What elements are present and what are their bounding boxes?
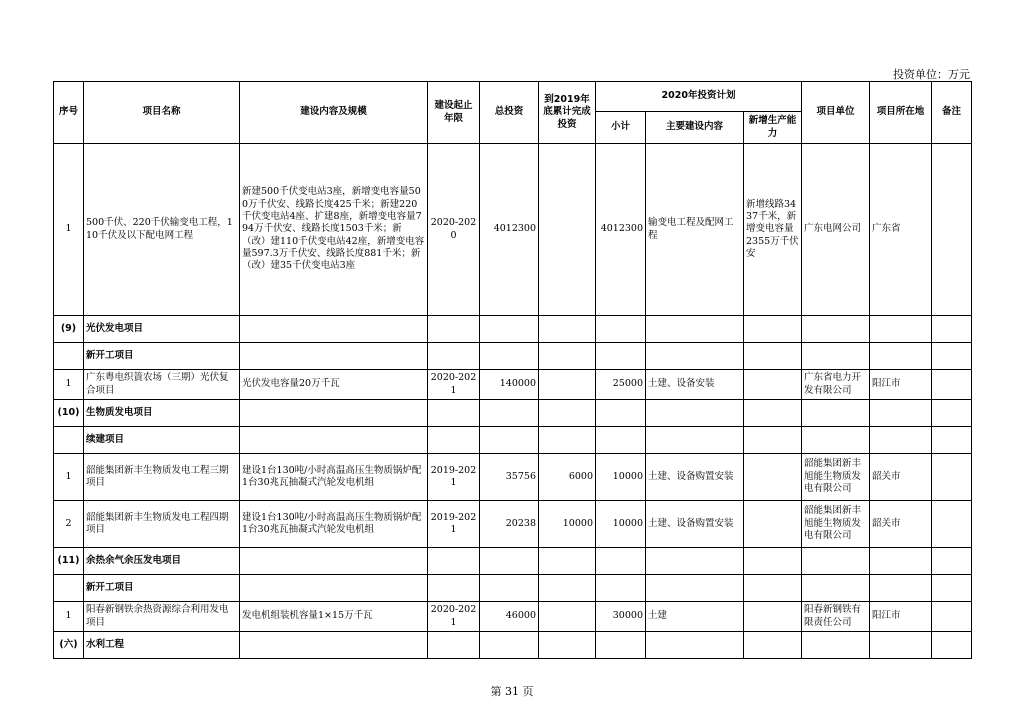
project-name-cell: 广东粤电织篢农场（三期）光伏复合项目 <box>84 370 240 400</box>
total-investment-cell: 20238 <box>480 501 539 548</box>
empty-cell <box>539 427 596 454</box>
location-cell: 韶关市 <box>870 454 932 501</box>
location-cell: 广东省 <box>870 144 932 316</box>
empty-cell <box>428 343 480 370</box>
empty-cell <box>480 548 539 575</box>
empty-cell <box>802 400 870 427</box>
location-cell: 阳江市 <box>870 602 932 632</box>
unit-label: 投资单位：万元 <box>893 68 970 81</box>
empty-cell <box>480 400 539 427</box>
seq-cell <box>54 343 84 370</box>
empty-cell <box>744 343 802 370</box>
location-cell: 韶关市 <box>870 501 932 548</box>
total-investment-cell: 140000 <box>480 370 539 400</box>
table-row <box>54 602 972 632</box>
total-investment-cell: 46000 <box>480 602 539 632</box>
subsection-row <box>54 427 972 454</box>
table-body <box>54 144 972 659</box>
empty-cell <box>596 575 646 602</box>
content-cell: 建设1台130吨/小时高温高压生物质锅炉配1台30兆瓦抽凝式汽轮发电机组 <box>240 454 428 501</box>
empty-cell <box>646 427 744 454</box>
period-cell: 2019-2021 <box>428 454 480 501</box>
empty-cell <box>744 575 802 602</box>
empty-cell <box>802 316 870 343</box>
new-capacity-cell <box>744 501 802 548</box>
empty-cell <box>240 575 428 602</box>
empty-cell <box>646 316 744 343</box>
empty-cell <box>802 548 870 575</box>
empty-cell <box>744 632 802 659</box>
empty-cell <box>240 632 428 659</box>
header-seq: 序号 <box>54 82 84 144</box>
empty-cell <box>802 575 870 602</box>
subsection-title: 新开工项目 <box>84 343 240 370</box>
new-capacity-cell: 新增线路3437千米，新增变电容量2355万千伏安 <box>744 144 802 316</box>
empty-cell <box>744 400 802 427</box>
empty-cell <box>240 400 428 427</box>
empty-cell <box>428 632 480 659</box>
subtotal-cell: 25000 <box>596 370 646 400</box>
empty-cell <box>428 316 480 343</box>
seq-cell: 1 <box>54 602 84 632</box>
total-investment-cell: 35756 <box>480 454 539 501</box>
empty-cell <box>932 632 972 659</box>
empty-cell <box>480 427 539 454</box>
header-cumulative: 到2019年底累计完成投资 <box>539 82 596 144</box>
empty-cell <box>539 548 596 575</box>
empty-cell <box>596 632 646 659</box>
empty-cell <box>646 575 744 602</box>
section-row <box>54 400 972 427</box>
empty-cell <box>932 316 972 343</box>
table-row <box>54 370 972 400</box>
empty-cell <box>802 632 870 659</box>
section-row <box>54 316 972 343</box>
header-total: 总投资 <box>480 82 539 144</box>
empty-cell <box>870 548 932 575</box>
seq-cell <box>54 575 84 602</box>
cumulative-cell <box>539 370 596 400</box>
section-title: 光伏发电项目 <box>84 316 240 343</box>
main-content-cell: 输变电工程及配网工程 <box>646 144 744 316</box>
header-remark: 备注 <box>932 82 972 144</box>
empty-cell <box>744 427 802 454</box>
empty-cell <box>428 575 480 602</box>
header-name: 项目名称 <box>84 82 240 144</box>
empty-cell <box>870 575 932 602</box>
empty-cell <box>539 316 596 343</box>
main-content-cell: 土建、设备购置安装 <box>646 501 744 548</box>
empty-cell <box>870 343 932 370</box>
seq-cell: (9) <box>54 316 84 343</box>
new-capacity-cell <box>744 454 802 501</box>
empty-cell <box>646 548 744 575</box>
remark-cell <box>932 144 972 316</box>
page-number: 第 31 页 <box>490 685 534 698</box>
empty-cell <box>646 343 744 370</box>
project-unit-cell: 广东电网公司 <box>802 144 870 316</box>
section-row <box>54 548 972 575</box>
empty-cell <box>240 427 428 454</box>
empty-cell <box>480 632 539 659</box>
empty-cell <box>802 343 870 370</box>
empty-cell <box>240 548 428 575</box>
empty-cell <box>596 427 646 454</box>
table-row <box>54 454 972 501</box>
cumulative-cell: 10000 <box>539 501 596 548</box>
subtotal-cell: 10000 <box>596 501 646 548</box>
header-unit: 项目单位 <box>802 82 870 144</box>
subtotal-cell: 10000 <box>596 454 646 501</box>
new-capacity-cell <box>744 602 802 632</box>
cumulative-cell <box>539 144 596 316</box>
seq-cell: 1 <box>54 370 84 400</box>
project-unit-cell: 韶能集团新丰旭能生物质发电有限公司 <box>802 454 870 501</box>
empty-cell <box>539 575 596 602</box>
project-name-cell: 500千伏、220千伏输变电工程，110千伏及以下配电网工程 <box>84 144 240 316</box>
header-main-content: 主要建设内容 <box>646 112 744 144</box>
project-name-cell: 韶能集团新丰生物质发电工程四期项目 <box>84 501 240 548</box>
seq-cell: 1 <box>54 144 84 316</box>
empty-cell <box>480 343 539 370</box>
content-cell: 光伏发电容量20万千瓦 <box>240 370 428 400</box>
empty-cell <box>932 575 972 602</box>
empty-cell <box>870 400 932 427</box>
location-cell: 阳江市 <box>870 370 932 400</box>
project-unit-cell: 韶能集团新丰旭能生物质发电有限公司 <box>802 501 870 548</box>
main-content-cell: 土建 <box>646 602 744 632</box>
empty-cell <box>596 400 646 427</box>
empty-cell <box>802 427 870 454</box>
seq-cell: (六) <box>54 632 84 659</box>
section-title: 水利工程 <box>84 632 240 659</box>
header-new-capacity: 新增生产能力 <box>744 112 802 144</box>
empty-cell <box>480 316 539 343</box>
project-unit-cell: 阳春新钢铁有限责任公司 <box>802 602 870 632</box>
content-cell: 新建500千伏变电站3座，新增变电容量500万千伏安、线路长度425千米；新建220千伏变电站4座、扩建8座，新增变电容量794万千伏安、线路长度1503千米；新（改）建110千伏变电站42座，新增变电容量597.3万千伏安、线路长度881千米；新（改）建35千伏变电站3座 <box>240 144 428 316</box>
empty-cell <box>240 343 428 370</box>
remark-cell <box>932 370 972 400</box>
seq-cell: 1 <box>54 454 84 501</box>
table-row <box>54 501 972 548</box>
subsection-row <box>54 343 972 370</box>
empty-cell <box>744 548 802 575</box>
empty-cell <box>870 632 932 659</box>
content-cell: 建设1台130吨/小时高温高压生物质锅炉配1台30兆瓦抽凝式汽轮发电机组 <box>240 501 428 548</box>
subsection-title: 续建项目 <box>84 427 240 454</box>
period-cell: 2020-2020 <box>428 144 480 316</box>
header-period: 建设起止年限 <box>428 82 480 144</box>
empty-cell <box>428 427 480 454</box>
empty-cell <box>428 400 480 427</box>
seq-cell <box>54 427 84 454</box>
seq-cell: 2 <box>54 501 84 548</box>
empty-cell <box>932 343 972 370</box>
section-row <box>54 632 972 659</box>
content-cell: 发电机组装机容量1×15万千瓦 <box>240 602 428 632</box>
empty-cell <box>428 548 480 575</box>
subsection-row <box>54 575 972 602</box>
investment-table <box>53 81 972 659</box>
project-name-cell: 阳春新钢铁余热资源综合利用发电项目 <box>84 602 240 632</box>
section-title: 余热余气余压发电项目 <box>84 548 240 575</box>
empty-cell <box>480 575 539 602</box>
header-subtotal: 小计 <box>596 112 646 144</box>
empty-cell <box>539 343 596 370</box>
empty-cell <box>596 316 646 343</box>
seq-cell: (11) <box>54 548 84 575</box>
subsection-title: 新开工项目 <box>84 575 240 602</box>
project-name-cell: 韶能集团新丰生物质发电工程三期项目 <box>84 454 240 501</box>
period-cell: 2020-2021 <box>428 370 480 400</box>
subtotal-cell: 4012300 <box>596 144 646 316</box>
remark-cell <box>932 501 972 548</box>
subtotal-cell: 30000 <box>596 602 646 632</box>
project-unit-cell: 广东省电力开发有限公司 <box>802 370 870 400</box>
new-capacity-cell <box>744 370 802 400</box>
header-plan-2020: 2020年投资计划 <box>596 82 802 112</box>
section-title: 生物质发电项目 <box>84 400 240 427</box>
header-location: 项目所在地 <box>870 82 932 144</box>
total-investment-cell: 4012300 <box>480 144 539 316</box>
period-cell: 2019-2021 <box>428 501 480 548</box>
table-row <box>54 144 972 316</box>
remark-cell <box>932 454 972 501</box>
empty-cell <box>932 400 972 427</box>
empty-cell <box>596 343 646 370</box>
remark-cell <box>932 602 972 632</box>
main-content-cell: 土建、设备安装 <box>646 370 744 400</box>
header-content: 建设内容及规模 <box>240 82 428 144</box>
empty-cell <box>932 548 972 575</box>
empty-cell <box>932 427 972 454</box>
empty-cell <box>539 400 596 427</box>
cumulative-cell: 6000 <box>539 454 596 501</box>
period-cell: 2020-2021 <box>428 602 480 632</box>
seq-cell: (10) <box>54 400 84 427</box>
empty-cell <box>646 632 744 659</box>
empty-cell <box>646 400 744 427</box>
cumulative-cell <box>539 602 596 632</box>
empty-cell <box>870 316 932 343</box>
empty-cell <box>539 632 596 659</box>
empty-cell <box>240 316 428 343</box>
empty-cell <box>596 548 646 575</box>
main-content-cell: 土建、设备购置安装 <box>646 454 744 501</box>
empty-cell <box>744 316 802 343</box>
empty-cell <box>870 427 932 454</box>
